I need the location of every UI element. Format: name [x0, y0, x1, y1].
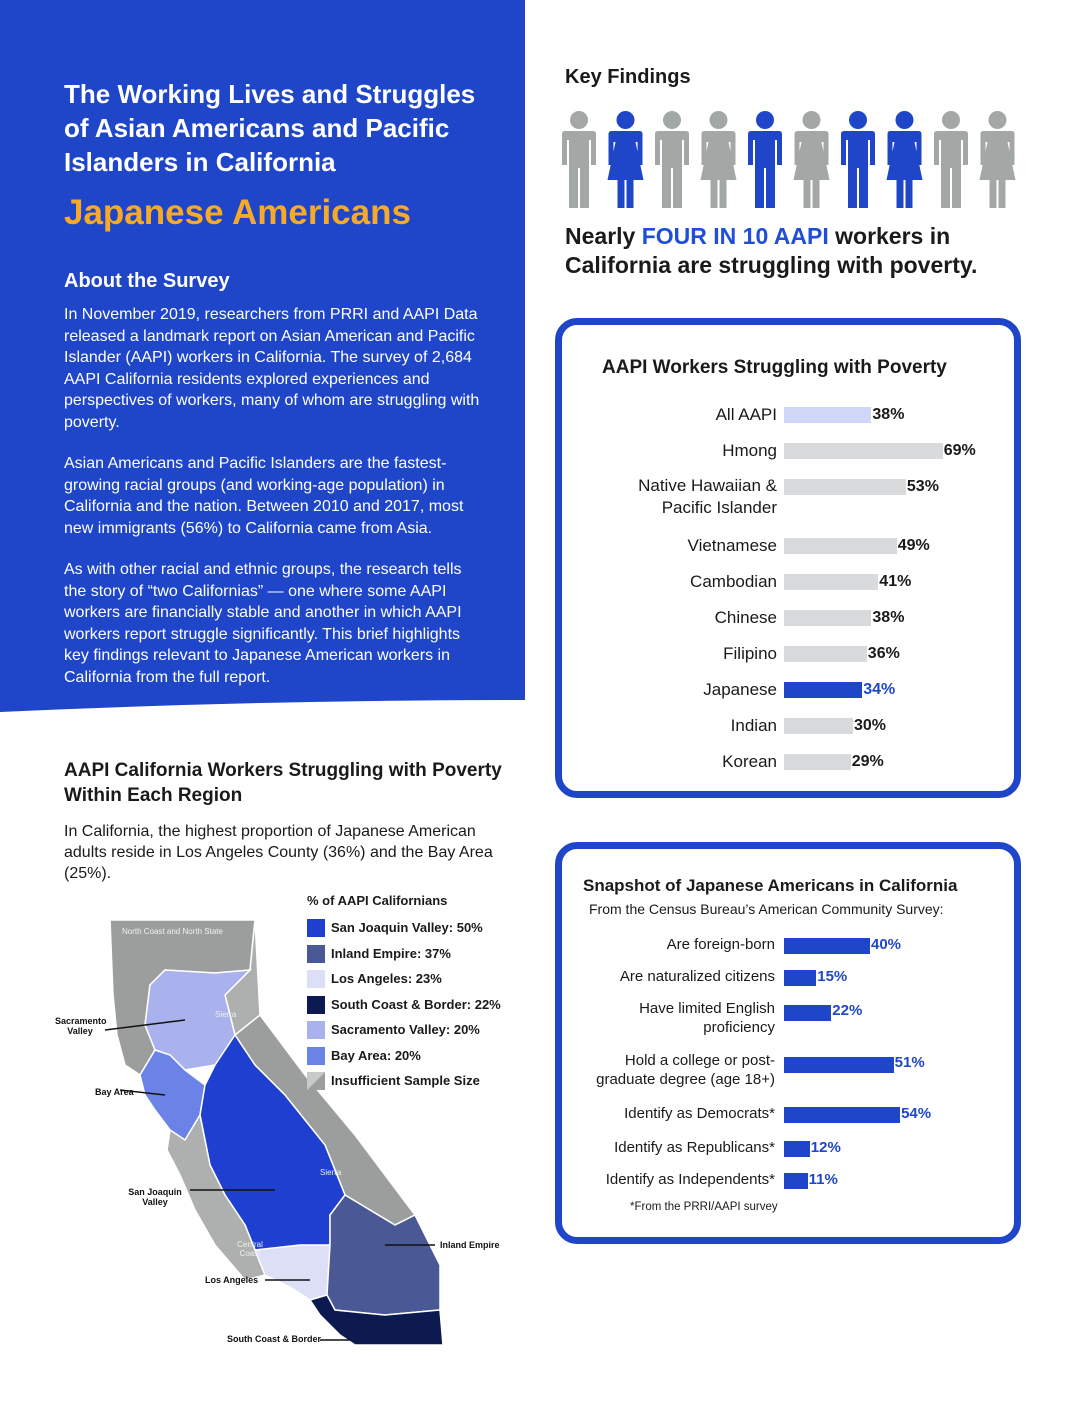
snapshot-box	[555, 842, 1021, 1244]
california-map	[55, 915, 515, 1355]
legend-label: South Coast & Border: 22%	[331, 996, 501, 1012]
poverty-bar	[784, 718, 853, 734]
key-finding-highlight: FOUR IN 10 AAPI	[641, 223, 829, 249]
legend-label: Los Angeles: 23%	[331, 971, 442, 986]
poverty-row-label: Japanese	[703, 680, 777, 699]
poverty-row	[562, 536, 1022, 556]
poverty-row-label: Vietnamese	[687, 536, 777, 555]
legend-label: Bay Area: 20%	[331, 1047, 421, 1063]
poverty-row	[562, 572, 1022, 592]
poverty-row-label-line2: Pacific Islander	[661, 498, 777, 517]
snapshot-row-label: Are foreign-born	[666, 936, 775, 953]
poverty-bar	[784, 479, 906, 495]
poverty-bar	[784, 610, 871, 626]
poverty-row-label: All AAPI	[715, 405, 777, 424]
female-person-icon	[887, 111, 923, 208]
poverty-row-label: Chinese	[714, 608, 777, 627]
male-person-icon	[655, 111, 689, 208]
map-label-central-coast: Central Coast	[237, 1240, 263, 1258]
snapshot-bar	[784, 1107, 900, 1123]
snapshot-row-label: Identify as Democrats*	[624, 1105, 775, 1122]
legend-label: Inland Empire: 37%	[331, 945, 451, 961]
map-label-south-coast: South Coast & Border	[227, 1334, 322, 1344]
poverty-bar	[784, 574, 878, 590]
poverty-bar	[784, 646, 867, 662]
poverty-chart-title: AAPI Workers Struggling with Poverty	[602, 357, 947, 378]
poverty-value: 49%	[897, 537, 930, 554]
poverty-row	[562, 441, 1022, 461]
legend-label: San Joaquin Valley: 50%	[331, 920, 483, 935]
snapshot-row-label: Hold a college or post- graduate degree (age 18+)	[562, 1051, 775, 1089]
poverty-bar	[784, 443, 943, 459]
snapshot-bar	[784, 1173, 808, 1189]
female-person-icon	[701, 111, 737, 208]
key-finding-statement	[565, 222, 1035, 280]
poverty-value: 29%	[851, 753, 884, 770]
about-paragraph: Asian Americans and Pacific Islanders are the fastest-growing racial groups (and working-age population) in California and the nation. Between 2010 and 2017, most new immigrants (56%) to California came from Asia.	[64, 455, 464, 537]
female-person-icon	[794, 111, 830, 208]
female-person-icon	[608, 111, 644, 208]
poverty-value: 41%	[879, 573, 912, 590]
poverty-bar	[784, 407, 871, 423]
snapshot-row-label: Have limited English proficiency	[562, 999, 775, 1037]
poverty-row	[562, 476, 1022, 517]
region-body: In California, the highest proportion of Japanese American adults reside in Los Angeles County (36%) and the Bay Area (25%).	[64, 823, 493, 882]
male-person-icon	[748, 111, 782, 208]
poverty-value: 38%	[872, 406, 905, 423]
people-icon-row	[556, 110, 1026, 210]
region-heading: AAPI California Workers Struggling with Poverty Within Each Region	[64, 760, 502, 806]
poverty-value: 53%	[906, 478, 939, 495]
snapshot-bar	[784, 1057, 894, 1073]
male-person-icon	[841, 111, 875, 208]
poverty-row-label: Hmong	[722, 441, 777, 460]
snapshot-subtitle: From the Census Bureau’s American Community Survey:	[589, 901, 944, 917]
poverty-value: 36%	[867, 645, 900, 662]
poverty-bar	[784, 538, 897, 554]
about-paragraph: As with other racial and ethnic groups, the research tells the story of “two Californias” — one where some AAPI workers are financially stable and another in which AAPI workers report struggle significantly. This brief highlights key findings relevant to Japanese American workers in California from the full report.	[64, 561, 462, 686]
legend-swatch	[307, 996, 325, 1014]
key-finding-pre: Nearly	[565, 223, 642, 249]
map-label-sierra-central: Sierra	[320, 1168, 342, 1177]
key-findings-heading: Key Findings	[565, 66, 691, 88]
legend-swatch	[307, 1072, 325, 1090]
map-label-north-coast: North Coast and North State	[122, 927, 223, 936]
poverty-value: 69%	[943, 442, 976, 459]
legend-swatch	[307, 1021, 325, 1039]
snapshot-row-label-line2: graduate degree (age 18+)	[596, 1071, 775, 1088]
about-paragraph: In November 2019, researchers from PRRI and AAPI Data released a landmark report on Asian American and Pacific Islander (AAPI) workers in California. The survey of 2,684 AAPI California residents explored experiences and perspectives of workers, many of whom are struggling with poverty.	[64, 306, 480, 431]
key-finding-post: workers in California are struggling with poverty.	[565, 223, 978, 278]
page-title: The Working Lives and Struggles of Asian Americans and Pacific Islanders in California	[64, 79, 476, 177]
poverty-chart-box	[555, 318, 1021, 798]
snapshot-bar	[784, 938, 870, 954]
snapshot-row-label-line2: proficiency	[703, 1019, 775, 1036]
snapshot-row-label: Identify as Republicans*	[614, 1139, 775, 1156]
map-label-inland-empire: Inland Empire	[440, 1240, 500, 1250]
legend-label: Insufficient Sample Size	[331, 1073, 480, 1088]
about-body	[64, 304, 484, 708]
snapshot-row-label: Are naturalized citizens	[619, 968, 775, 985]
poverty-row-label: Filipino	[723, 644, 777, 663]
intro-panel	[0, 0, 525, 760]
legend-swatch	[307, 919, 325, 937]
page-subtitle: Japanese Americans	[64, 193, 411, 232]
snapshot-value: 15%	[817, 968, 848, 985]
snapshot-bar	[784, 1005, 831, 1021]
snapshot-row-label: Identify as Independents*	[605, 1171, 775, 1188]
map-label-los-angeles: Los Angeles	[205, 1275, 259, 1285]
map-label-san-joaquin: San Joaquin Valley	[128, 1187, 182, 1207]
snapshot-value: 51%	[894, 1054, 925, 1071]
snapshot-value: 12%	[810, 1139, 841, 1156]
legend-swatch	[307, 1047, 325, 1065]
legend-swatch	[307, 945, 325, 963]
snapshot-footnote: *From the PRRI/AAPI survey	[630, 1201, 778, 1213]
snapshot-value: 11%	[808, 1171, 838, 1188]
map-label-bay-area: Bay Area	[95, 1087, 134, 1097]
map-label-sierra-north: Sierra	[215, 1010, 237, 1019]
region-los-angeles	[255, 1245, 330, 1300]
snapshot-value: 40%	[871, 936, 902, 953]
poverty-row-label: Cambodian	[690, 572, 777, 591]
poverty-bar	[784, 754, 851, 770]
poverty-row-label: Native Hawaiian & Pacific Islander	[577, 475, 777, 519]
snapshot-bar	[784, 1141, 810, 1157]
poverty-row	[562, 716, 1022, 736]
poverty-row	[562, 608, 1022, 628]
snapshot-bar	[784, 970, 816, 986]
california-map-shape	[55, 915, 515, 1355]
about-heading: About the Survey	[64, 270, 230, 292]
poverty-row-label: Korean	[722, 752, 777, 771]
poverty-row	[562, 405, 1022, 425]
poverty-row	[562, 680, 1022, 700]
poverty-value: 38%	[872, 609, 905, 626]
snapshot-value: 22%	[832, 1002, 863, 1019]
map-label-sacramento: Sacramento Valley	[55, 1016, 107, 1036]
snapshot-title: Snapshot of Japanese Americans in California	[583, 876, 958, 895]
male-person-icon	[934, 111, 968, 208]
poverty-value: 30%	[854, 717, 887, 734]
poverty-value: 34%	[863, 681, 896, 698]
female-person-icon	[980, 111, 1016, 208]
map-legend-title: % of AAPI Californians	[307, 893, 448, 908]
poverty-row	[562, 644, 1022, 664]
legend-label: Sacramento Valley: 20%	[331, 1022, 480, 1037]
snapshot-value: 54%	[901, 1105, 932, 1122]
poverty-row	[562, 752, 1022, 772]
poverty-row-label: Indian	[730, 716, 777, 735]
poverty-bar	[784, 682, 862, 698]
legend-swatch	[307, 970, 325, 988]
male-person-icon	[562, 111, 596, 208]
